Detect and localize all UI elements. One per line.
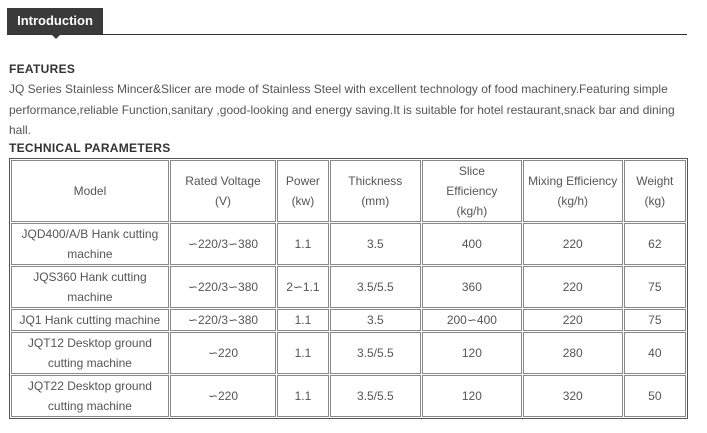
- technical-parameters-heading: TECHNICAL PARAMETERS: [9, 141, 171, 155]
- features-description: JQ Series Stainless Mincer&Slicer are mode of Stainless Steel with excellent technology of food machinery.Featuring simple performance,reliable Function,sanitary ,good-looking and energy saving.It is suitable for hotel restaurant,snack bar and dining hall.: [9, 82, 675, 137]
- cell-voltage: ∽220/3∽380: [170, 223, 276, 265]
- technical-parameters-table: [9, 158, 688, 419]
- cell-mixing: 220: [523, 266, 623, 308]
- cell-power: 2∽1.1: [277, 266, 329, 308]
- cell-voltage: ∽220/3∽380: [170, 266, 276, 308]
- header-model: Model: [11, 160, 169, 222]
- cell-voltage: ∽220: [170, 375, 276, 417]
- cell-slice: 200∽400: [422, 309, 522, 331]
- cell-power: 1.1: [277, 223, 329, 265]
- section-tab-bar: [7, 8, 687, 35]
- cell-thickness: 3.5/5.5: [330, 266, 421, 308]
- cell-thickness: 3.5/5.5: [330, 332, 421, 374]
- cell-voltage: ∽220: [170, 332, 276, 374]
- cell-weight: 75: [624, 309, 686, 331]
- tab-introduction[interactable]: [7, 8, 103, 34]
- cell-mixing: 220: [523, 223, 623, 265]
- cell-mixing: 320: [523, 375, 623, 417]
- table-header-row: [11, 160, 686, 222]
- cell-model: JQD400/A/B Hank cutting machine: [11, 223, 169, 265]
- cell-model: JQ1 Hank cutting machine: [11, 309, 169, 331]
- cell-model: JQT12 Desktop ground cutting machine: [11, 332, 169, 374]
- tab-pointer-arrow-icon: [51, 34, 61, 39]
- table-row: [11, 309, 686, 331]
- cell-slice: 120: [422, 332, 522, 374]
- tab-introduction-label: Introduction: [17, 13, 93, 28]
- table-row: [11, 223, 686, 265]
- cell-power: 1.1: [277, 309, 329, 331]
- cell-thickness: 3.5: [330, 309, 421, 331]
- features-heading: FEATURES: [9, 62, 76, 76]
- cell-thickness: 3.5/5.5: [330, 375, 421, 417]
- cell-weight: 40: [624, 332, 686, 374]
- header-mixing-efficiency: Mixing Efficiency (kg/h): [523, 160, 623, 222]
- cell-mixing: 220: [523, 309, 623, 331]
- cell-slice: 400: [422, 223, 522, 265]
- header-power: Power (kw): [277, 160, 329, 222]
- cell-weight: 62: [624, 223, 686, 265]
- cell-weight: 75: [624, 266, 686, 308]
- cell-thickness: 3.5: [330, 223, 421, 265]
- header-thickness: Thickness (mm): [330, 160, 421, 222]
- cell-power: 1.1: [277, 375, 329, 417]
- cell-weight: 50: [624, 375, 686, 417]
- table-row: [11, 266, 686, 308]
- table-row: [11, 332, 686, 374]
- header-slice-efficiency: Slice Efficiency (kg/h): [422, 160, 522, 222]
- cell-power: 1.1: [277, 332, 329, 374]
- table-row: [11, 375, 686, 417]
- cell-slice: 360: [422, 266, 522, 308]
- cell-model: JQS360 Hank cutting machine: [11, 266, 169, 308]
- cell-mixing: 280: [523, 332, 623, 374]
- cell-model: JQT22 Desktop ground cutting machine: [11, 375, 169, 417]
- cell-voltage: ∽220/3∽380: [170, 309, 276, 331]
- cell-slice: 120: [422, 375, 522, 417]
- header-rated-voltage: Rated Voltage (V): [170, 160, 276, 222]
- header-weight: Weight (kg): [624, 160, 686, 222]
